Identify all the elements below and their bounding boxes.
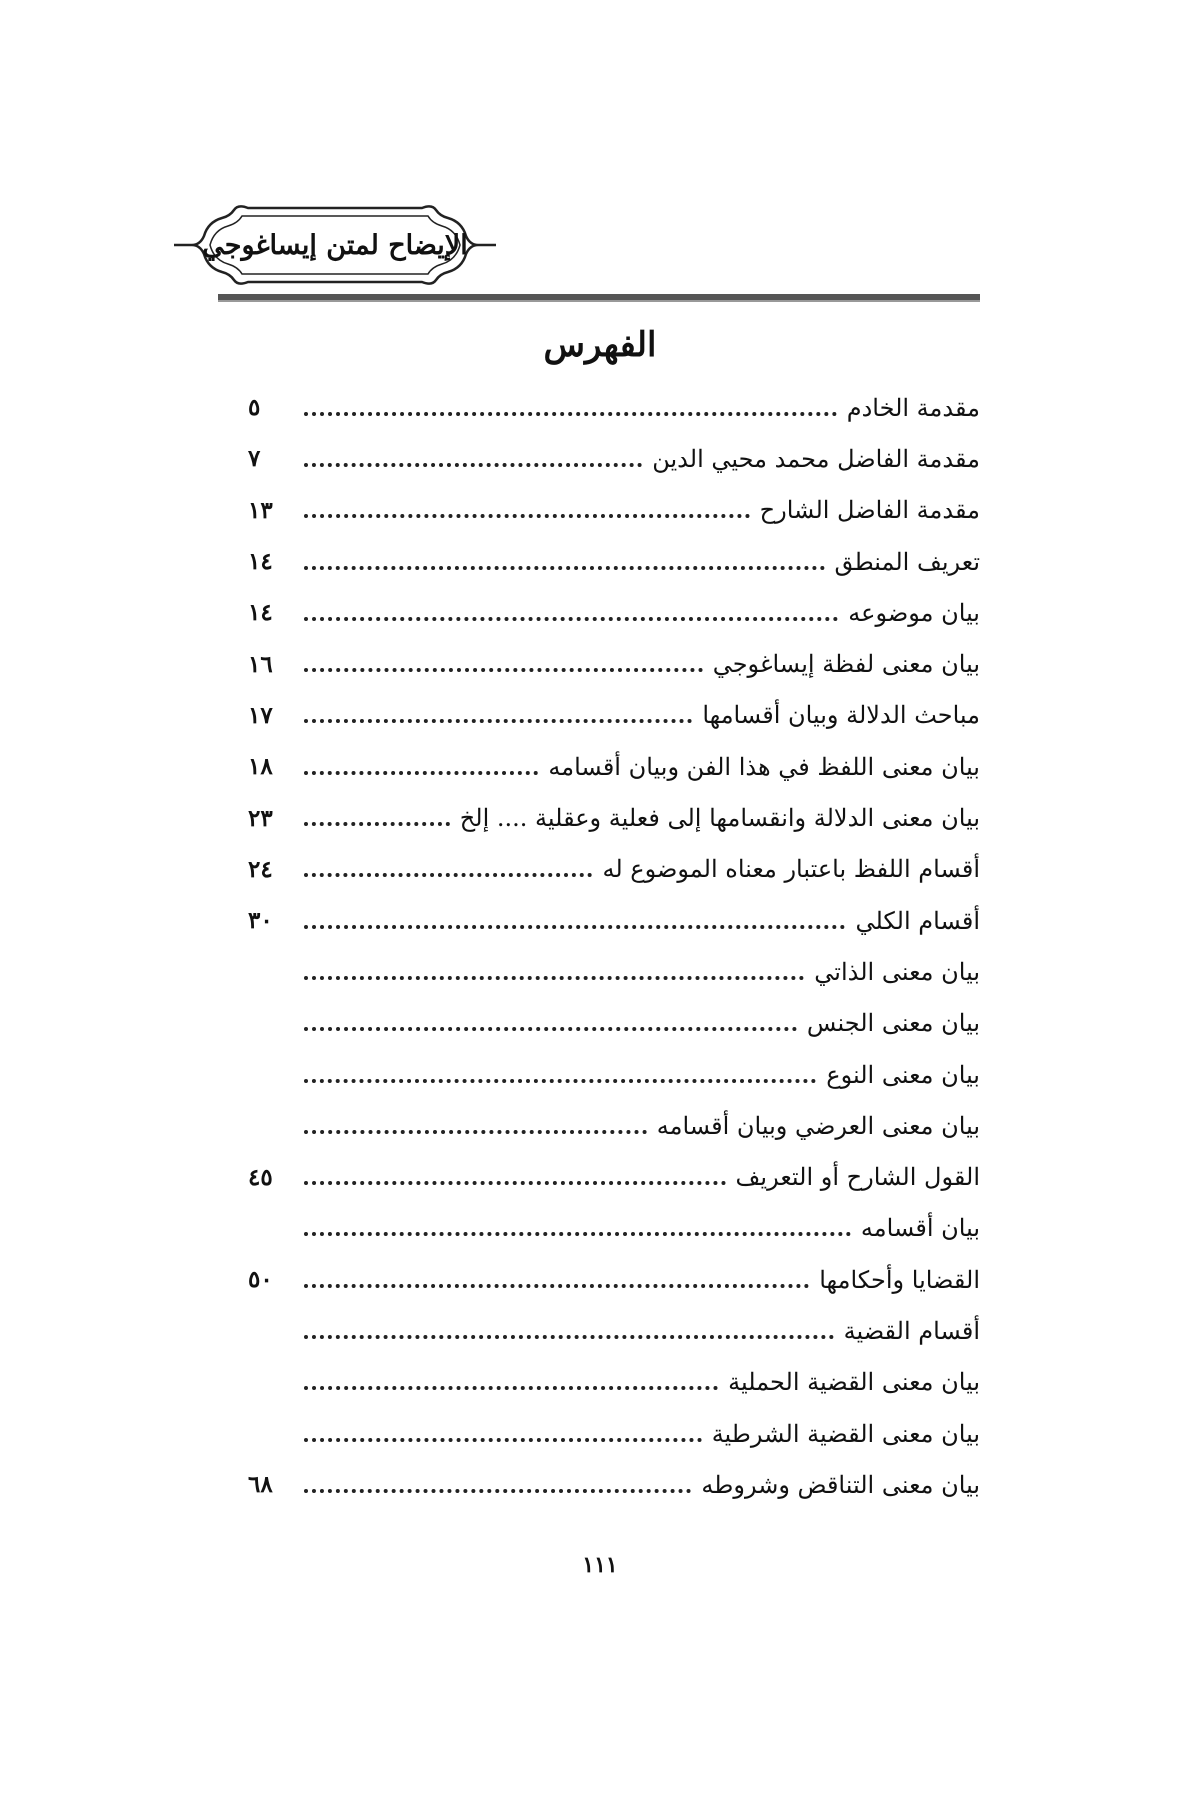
toc-entry-title: بيان معنى النوع: [826, 1060, 980, 1089]
toc-entry-title: بيان معنى اللفظ في هذا الفن وبيان أقسامه: [548, 752, 980, 781]
toc-entry-title: بيان معنى الجنس: [806, 1009, 980, 1038]
toc-entry-title: بيان معنى القضية الحملية: [728, 1368, 980, 1397]
toc-entry: [248, 433, 980, 484]
toc-entry: [248, 895, 980, 946]
toc-entry-title: مقدمة الفاضل الشارح: [759, 496, 980, 525]
dot-leader: [304, 822, 450, 826]
dot-leader: [304, 1386, 718, 1390]
toc-entry-page: ٥٠: [248, 1266, 273, 1294]
toc-entry-page: ١٨: [248, 753, 273, 781]
toc-entry-title: بيان معنى الذاتي: [814, 957, 980, 986]
dot-leader: [304, 1438, 702, 1442]
toc-entry: [248, 741, 980, 792]
dot-leader: [304, 617, 838, 621]
toc-entry-page: ١٤: [248, 599, 273, 627]
toc-entry-title: أقسام الكلي: [855, 906, 980, 935]
dot-leader: [304, 1284, 809, 1288]
toc-entry-page: ٧: [248, 445, 261, 473]
toc-heading: الفهرس: [543, 325, 657, 365]
dot-leader: [304, 1181, 726, 1185]
dot-leader: [304, 873, 592, 877]
dot-leader: [304, 1130, 647, 1134]
toc-entry: [248, 1357, 980, 1408]
toc-entry: [248, 792, 980, 843]
toc-entry-title: القضايا وأحكامها: [819, 1265, 980, 1294]
page-number: ١١١: [582, 1552, 618, 1578]
toc-entry: [248, 1408, 980, 1459]
toc-entry-page: ٥: [248, 394, 261, 422]
toc-entry: [248, 536, 980, 587]
toc-entry-page: ٤٥: [248, 1163, 273, 1191]
toc-entry-page: ٦٨: [248, 1471, 273, 1499]
dot-leader: [304, 1489, 691, 1493]
toc-entry: [248, 485, 980, 536]
toc-entry: [248, 587, 980, 638]
toc-entry-title: بيان معنى لفظة إيساغوجي: [712, 650, 980, 679]
toc-entry: [248, 1459, 980, 1510]
dot-leader: [304, 668, 703, 672]
dot-leader: [304, 1027, 797, 1031]
toc-entry: [248, 1049, 980, 1100]
toc-entry: [248, 382, 980, 433]
toc-entry: [248, 1203, 980, 1254]
toc-entry-title: بيان أقسامه: [860, 1214, 980, 1243]
toc-entry-title: القول الشارح أو التعريف: [735, 1163, 980, 1192]
toc-entry-title: بيان معنى التناقض وشروطه: [701, 1470, 980, 1499]
toc-list: [248, 382, 980, 1511]
toc-entry: [248, 690, 980, 741]
dot-leader: [304, 412, 837, 416]
toc-entry-title: أقسام القضية: [843, 1316, 980, 1345]
dot-leader: [304, 1079, 816, 1083]
toc-entry: [248, 998, 980, 1049]
toc-entry: [248, 1100, 980, 1151]
toc-entry-title: مقدمة الخادم: [846, 393, 980, 422]
dot-leader: [304, 463, 642, 467]
toc-entry-title: مباحث الدلالة وبيان أقسامها: [702, 701, 980, 730]
header-rule: [218, 294, 980, 302]
dot-leader: [304, 566, 825, 570]
running-header-title: الإيضاح لمتن إيساغوجي: [202, 229, 468, 261]
toc-entry-title: بيان معنى العرضي وبيان أقسامه: [656, 1111, 980, 1140]
toc-entry: [248, 946, 980, 997]
toc-entry: [248, 638, 980, 689]
dot-leader: [304, 719, 692, 723]
header-cartouche: [170, 200, 500, 290]
toc-entry-title: بيان معنى الدلالة وانقسامها إلى فعلية وعقلية .... إلخ: [459, 804, 980, 833]
toc-entry-page: ١٤: [248, 548, 273, 576]
dot-leader: [304, 925, 845, 929]
toc-entry-page: ١٧: [248, 701, 273, 729]
dot-leader: [304, 514, 750, 518]
toc-entry: [248, 1151, 980, 1202]
toc-entry-page: ٣٠: [248, 907, 273, 935]
toc-entry: [248, 844, 980, 895]
toc-entry-title: بيان معنى القضية الشرطية: [711, 1419, 980, 1448]
dot-leader: [304, 1232, 851, 1236]
dot-leader: [304, 1335, 834, 1339]
toc-entry-page: ٢٤: [248, 855, 273, 883]
toc-entry-title: مقدمة الفاضل محمد محيي الدين: [652, 444, 980, 473]
dot-leader: [304, 976, 804, 980]
dot-leader: [304, 771, 538, 775]
toc-entry-page: ١٣: [248, 496, 273, 524]
toc-entry-title: تعريف المنطق: [834, 547, 980, 576]
toc-entry-page: ١٦: [248, 650, 273, 678]
toc-entry: [248, 1305, 980, 1356]
toc-entry-page: ٢٣: [248, 804, 273, 832]
toc-entry-title: بيان موضوعه: [848, 598, 980, 627]
toc-entry-title: أقسام اللفظ باعتبار معناه الموضوع له: [602, 855, 980, 884]
toc-entry: [248, 1254, 980, 1305]
